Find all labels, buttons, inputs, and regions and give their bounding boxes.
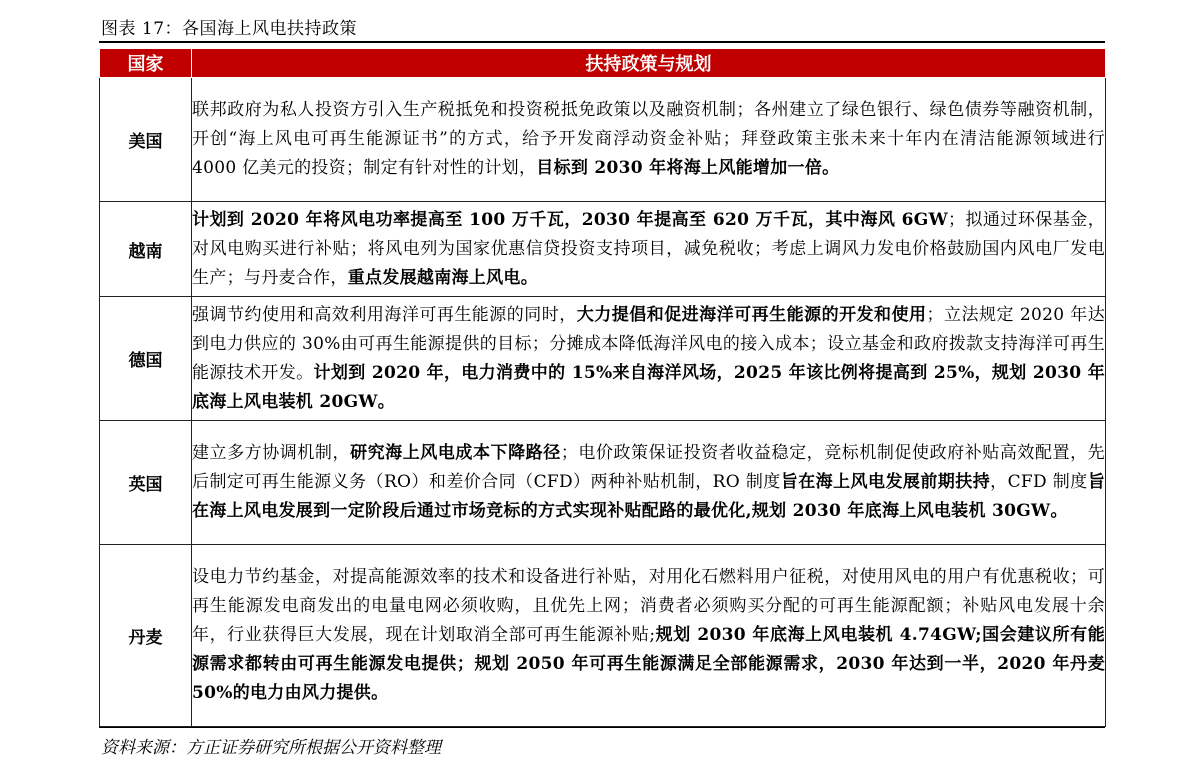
header-policy: 扶持政策与规划 xyxy=(192,49,1106,78)
table-row xyxy=(100,78,1106,202)
policy-text: 强调节约使用和高效利用海洋可再生能源的同时， xyxy=(192,304,577,325)
country-cell: 越南 xyxy=(100,202,192,297)
policy-text-bold: 研究海上风电成本下降路径 xyxy=(350,443,561,463)
policy-cell xyxy=(192,545,1106,727)
policy-text: ；电价政策保证投资者收益稳定，竞标机制促使政府补贴高效配置，先后制定可再生能源义务（RO）和差价合同（CFD）两种补贴机制，RO 制度 xyxy=(192,443,1105,492)
policy-text-bold: 计划到 2020 年将风电功率提高至 100 万千瓦，2030 年提高至 620 万千瓦，其中海风 6GW xyxy=(192,209,949,230)
policy-cell xyxy=(192,297,1106,421)
country-cell: 美国 xyxy=(100,78,192,202)
policy-text-bold: 旨在海上风电发展到一定阶段后通过市场竞标的方式实现补贴配路的最优化,规划 2030 年底海上风电装机 30GW。 xyxy=(192,472,1106,521)
table-row xyxy=(100,421,1106,545)
policy-text-bold: 重点发展越南海上风电。 xyxy=(347,267,539,288)
policy-text-bold: 计划到 2020 年，电力消费中的 15%来自海洋风场，2025 年该比例将提高到 25%，规划 2030 年底海上风电装机 20GW。 xyxy=(192,362,1105,412)
policy-text: 联邦政府为私人投资方引入生产税抵免和投资税抵免政策以及融资机制；各州建立了绿色银行、绿色债券等融资机制，开创“海上风电可再生能源证书”的方式，给予开发商浮动资金补贴；拜登政策主张未来十年内在清洁能源领域进行 4000 亿美元的投资；制定有针对性的计划， xyxy=(192,100,1105,178)
policy-cell xyxy=(192,78,1106,202)
policy-table xyxy=(99,48,1106,727)
source-note: 资料来源：方正证券研究所根据公开资料整理 xyxy=(101,738,441,758)
policy-text: 设电力节约基金，对提高能源效率的技术和设备进行补贴，对用化石燃料用户征税，对使用风电的用户有优惠税收；可再生能源发电商发出的电量电网必须收购，且优先上网；消费者必须购买分配的可再生能源配额；补贴风电发展十余年，行业获得巨大发展，现在计划取消全部可再生能源补贴; xyxy=(192,567,1105,645)
figure-title: 图表 17：各国海上风电扶持政策 xyxy=(101,19,358,39)
table-bottom-rule xyxy=(99,727,1105,728)
policy-text-bold: 大力提倡和促进海洋可再生能源的开发和使用 xyxy=(576,304,927,325)
policy-text-bold: 旨在海上风电发展前期扶持 xyxy=(780,472,991,492)
policy-text: ；拟通过环保基金，对风电购买进行补贴；将风电列为国家优惠信贷投资支持项目，减免税收；考虑上调风力发电价格鼓励国内风电厂发电生产；与丹麦合作， xyxy=(192,209,1105,288)
country-cell: 英国 xyxy=(100,421,192,545)
country-cell: 德国 xyxy=(100,297,192,421)
header-country: 国家 xyxy=(100,49,192,78)
title-rule xyxy=(99,41,1105,43)
table-row xyxy=(100,297,1106,421)
table-row xyxy=(100,202,1106,297)
country-cell: 丹麦 xyxy=(100,545,192,727)
policy-text: ；立法规定 2020 年达到电力供应的 30%由可再生能源提供的目标；分摊成本降低海洋风电的接入成本；设立基金和政府拨款支持海洋可再生能源技术开发。 xyxy=(192,304,1105,383)
table-header-row xyxy=(100,49,1106,78)
policy-text-bold: 目标到 2030 年将海上风能增加一倍。 xyxy=(536,158,840,178)
policy-text-bold: 规划 2030 年底海上风电装机 4.74GW;国会建议所有能源需求都转由可再生能源发电提供；规划 2050 年可再生能源满足全部能源需求，2030 年达到一半，2020 年丹麦 50%的电力由风力提供。 xyxy=(192,625,1105,703)
policy-text: ，CFD 制度 xyxy=(990,472,1088,492)
policy-cell xyxy=(192,202,1106,297)
table-row xyxy=(100,545,1106,727)
policy-cell xyxy=(192,421,1106,545)
policy-text: 建立多方协调机制， xyxy=(192,443,351,463)
